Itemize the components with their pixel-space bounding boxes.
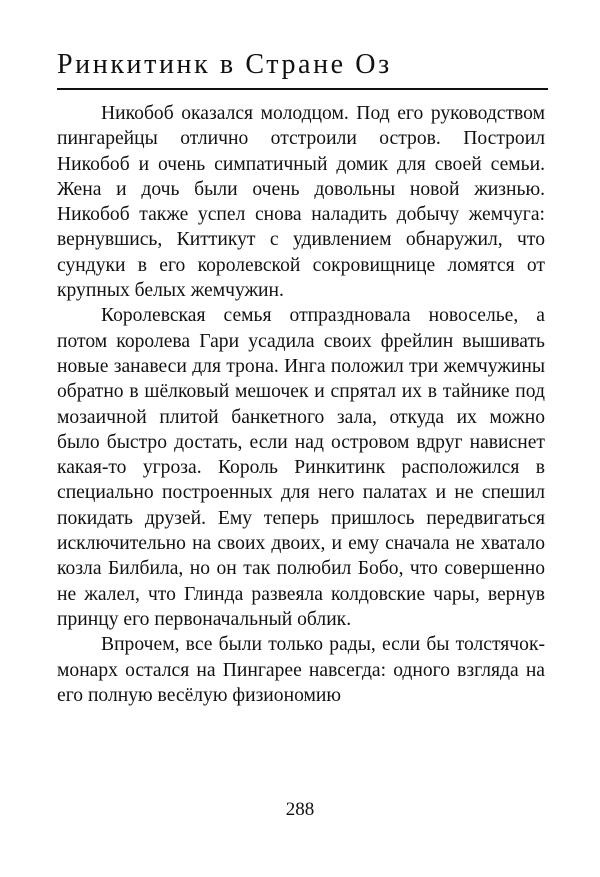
paragraph: Впрочем, все были только рады, если бы толстячок-монарх остался на Пингарее навсегда: одного взгляда на его полную весёлую физиономию <box>57 634 545 706</box>
paragraph: Никобоб оказался молодцом. Под его руководством пингарейцы отлично отстроили остров. Построил Никобоб и очень симпатичный домик для своей семьи. Жена и дочь были очень довольны новой жизнью. Никобоб также успел снова наладить добычу жемчуга: вернувшись, Киттикут с удивлением обнаружил, что сундуки в его королевской сокровищнице ломятся от крупных белых жемчужин. <box>57 103 545 302</box>
header-rule <box>57 88 548 90</box>
text-body <box>57 101 545 708</box>
page-number: 288 <box>285 799 315 820</box>
page-header <box>57 49 548 81</box>
running-title: Ринкитинк в Стране Оз <box>57 49 392 80</box>
paragraph: Королевская семья отпраздновала новоселье, а потом королева Гари усадила своих фрейлин вышивать новые занавеси для трона. Инга положил три жемчужины обратно в шёлковый мешочек и спрятал их в тайнике под мозаичной плитой банкетного зала, откуда их можно было быстро достать, если над островом вдруг нависнет какая-то угроза. Король Ринкитинк расположился в специально построенных для него палатах и не спешил покидать друзей. Ему теперь пришлось передвигаться исключительно на своих двоих, и ему сначала не хватало козла Билбила, но он так полюбил Бобо, что совершенно не жалел, что Глинда развеяла колдовские чары, вернув принцу его первоначальный облик. <box>57 305 545 630</box>
